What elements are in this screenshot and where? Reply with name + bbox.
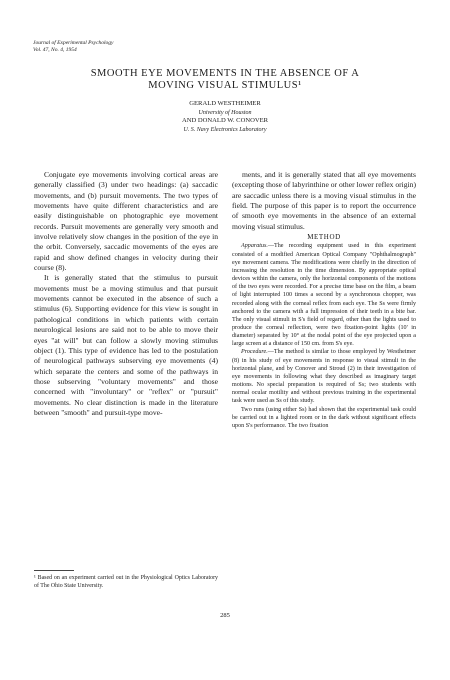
left-column	[34, 170, 218, 418]
affiliation-1: University of Houston	[198, 109, 252, 116]
journal-name: Journal of Experimental Psychology	[33, 40, 114, 46]
title-line-2: MOVING VISUAL STIMULUS¹	[148, 80, 302, 91]
affiliation-2: U. S. Navy Electronics Laboratory	[183, 126, 267, 133]
author-1: GERALD WESTHEIMER	[189, 100, 261, 107]
apparatus-paragraph	[232, 242, 416, 348]
apparatus-label: Apparatus.	[241, 243, 268, 250]
intro-paragraph-2: It is generally stated that the stimulus to pursuit movements must be a moving stimulus and that pursuit movements cannot be executed in the absence of such a stimulus (6). Supporting evidence for this view is sought in pathological conditions in which patients with certain neurological lesions are said not to be able to move their eyes "at will" but can follow a slowly moving stimulus object (1). This type of evidence has led to the postulation of neurological pathways subserving eye movements (4) which separate the centers and some of the pathways in those subserving "voluntary movements" and those concerned with "involuntary" or "reflex" or "pursuit" movements. No clear distinction is made in the literature between "smooth" and pursuit-type move-	[34, 273, 218, 417]
method-section	[232, 242, 416, 430]
article-title	[0, 68, 450, 92]
procedure-paragraph	[232, 348, 416, 405]
procedure-text: —The method is similar to those employed by Westheimer (8) in his study of eye movements in response to visual stimuli in the horizontal plane, and by Conover and Stroud (2) in their investigation of eye movements in following what they described as imaginary target motions. No special preparation is required of Ss; two students with normal ocular motility and without previous training in the experimental task were used as Ss of this study.	[232, 349, 416, 405]
author-2: AND DONALD W. CONOVER	[181, 117, 269, 125]
title-line-1: SMOOTH EYE MOVEMENTS IN THE ABSENCE OF A	[90, 68, 360, 79]
page-number: 285	[220, 612, 230, 619]
author-block	[0, 100, 450, 134]
procedure-label: Procedure.	[241, 349, 268, 356]
apparatus-text: —The recording equipment used in this experiment consisted of a modified American Optical Company "Ophthalmograph" eye movement camera. The modifications were chiefly in the direction of increasing the resolution in the time dimension. By appropriate optical devices within the camera, only the horizontal components of the motions of the two eyes were recorded. For a precise time base on the film, a beam of light interrupted 100 times a second by a synchronous chopper, was recorded along with the corneal reflex from each eye. The Ss were firmly anchored to the camera with a full impression of their teeth in a bite bar. The only visual stimuli in S's field of regard, other than the lights used to produce the corneal reflection, were two fixation-point lights (10' in diameter) separated by 10° at the nodal point of the eye projected upon a large screen at a distance of 150 cm. from S's eye.	[232, 243, 416, 348]
footnote: ¹ Based on an experiment carried out in the Physiological Optics Laboratory of The Ohio State University.	[34, 575, 218, 589]
footnote-rule	[34, 570, 74, 571]
right-column	[232, 170, 416, 430]
procedure-paragraph-2: Two runs (using either Ss) had shown that the experimental task could be carried out in a lighted room or in the dark without significant effects upon S's performance. The two fixation	[232, 406, 416, 429]
intro-paragraph-3: ments, and it is generally stated that all eye movements (excepting those of labyrinthine or other lower reflex origin) are saccadic unless there is a moving visual stimulus in the field. The purpose of this paper is to report the occurrence of smooth eye movements in the absence of an external moving visual stimulus.	[232, 170, 416, 231]
method-heading: METHOD	[307, 233, 341, 242]
journal-header	[33, 40, 114, 53]
intro-paragraph-1: Conjugate eye movements involving cortical areas are generally classified (3) under two headings: (a) saccadic movements, and (b) pursuit movements. The two types of movements have quite different characteristics and are easily distinguishable on photographic eye movement records. Pursuit movements are generally very smooth and involve relatively slow changes in the position of the eye in the orbit. Conversely, saccadic movements of the eyes are rapid and show defined changes in velocity during their course (8).	[34, 170, 218, 273]
journal-volume: Vol. 47, No. 4, 1954	[33, 46, 77, 53]
